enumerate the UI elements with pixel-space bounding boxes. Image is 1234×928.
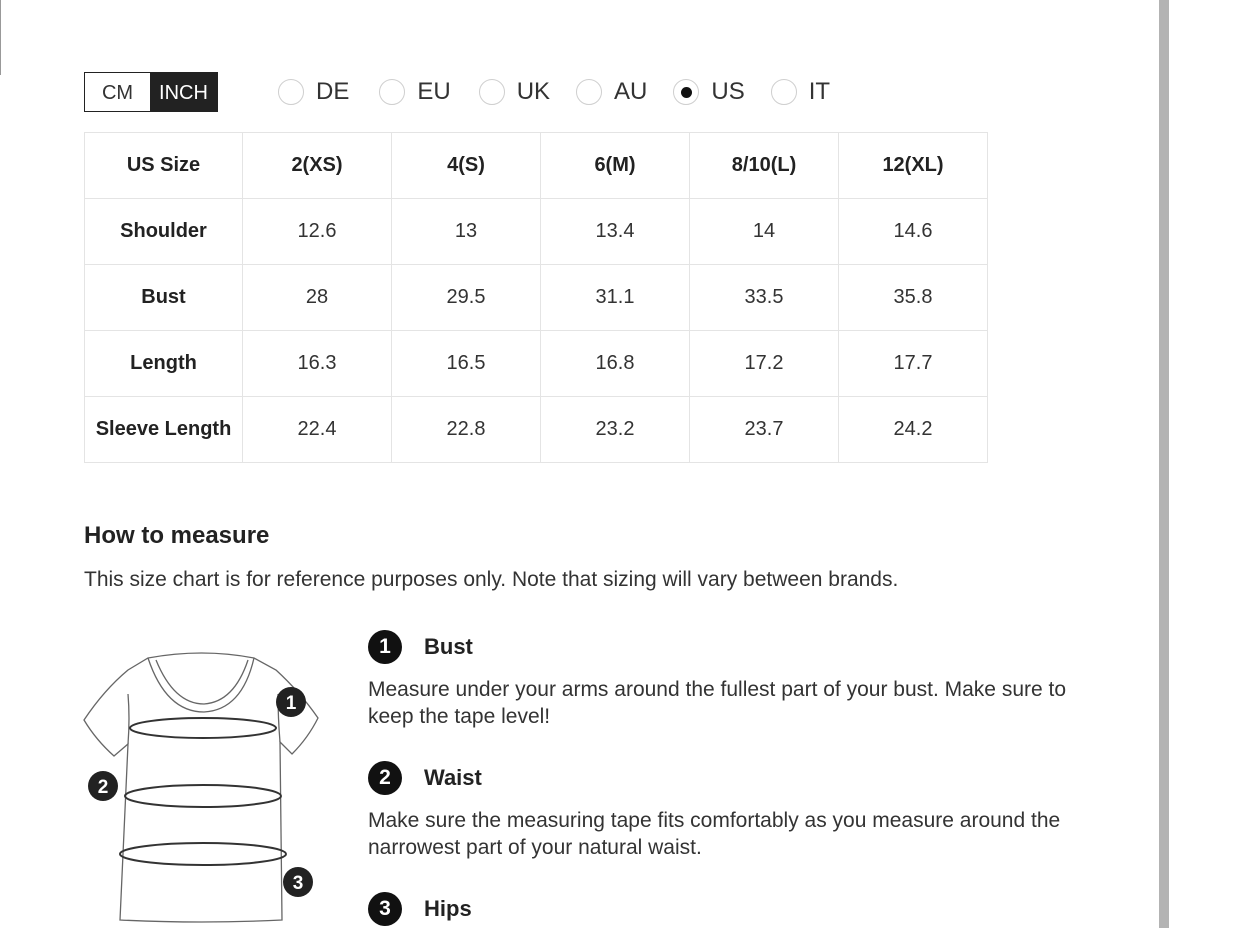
figure-marker-label: 2 bbox=[97, 777, 109, 798]
tshirt-measure-illustration bbox=[82, 648, 327, 928]
region-label: UK bbox=[516, 78, 551, 105]
region-label: AU bbox=[614, 78, 648, 105]
step-description: Measure under your arms around the fullest part of your bust. Make sure to keep the tape level! bbox=[368, 678, 1067, 728]
table-cell: 17.2 bbox=[690, 331, 839, 397]
region-option-au[interactable] bbox=[576, 78, 647, 106]
step-title: Bust bbox=[424, 634, 473, 659]
region-radio-group bbox=[278, 76, 830, 108]
region-label: IT bbox=[808, 78, 831, 105]
table-cell: 16.8 bbox=[541, 331, 690, 397]
region-option-uk[interactable] bbox=[479, 78, 550, 106]
table-header-cell: 4(S) bbox=[392, 133, 541, 199]
table-header-cell: 12(XL) bbox=[839, 133, 988, 199]
step-title: Hips bbox=[424, 896, 472, 921]
region-label: EU bbox=[417, 78, 451, 105]
radio-us[interactable] bbox=[673, 79, 699, 105]
step-description: Make sure the measuring tape fits comfortably as you measure around the narrowest part of your natural waist. bbox=[368, 809, 1061, 859]
table-cell: 13.4 bbox=[541, 199, 690, 265]
size-chart-table bbox=[84, 132, 988, 463]
radio-au[interactable] bbox=[576, 79, 602, 105]
region-label: US bbox=[711, 78, 745, 105]
table-cell: 13 bbox=[392, 199, 541, 265]
table-cell: 17.7 bbox=[839, 331, 988, 397]
step-title: Waist bbox=[424, 765, 482, 790]
radio-uk[interactable] bbox=[479, 79, 505, 105]
table-row bbox=[85, 397, 988, 463]
table-row bbox=[85, 199, 988, 265]
row-label: Sleeve Length bbox=[85, 397, 243, 463]
region-option-it[interactable] bbox=[771, 78, 830, 106]
region-option-de[interactable] bbox=[278, 78, 349, 106]
measure-step-hips bbox=[368, 892, 1088, 926]
figure-marker-label: 3 bbox=[292, 873, 304, 894]
table-cell: 23.7 bbox=[690, 397, 839, 463]
table-cell: 22.4 bbox=[243, 397, 392, 463]
step-number-badge: 2 bbox=[368, 761, 402, 795]
table-cell: 14 bbox=[690, 199, 839, 265]
row-label: Length bbox=[85, 331, 243, 397]
table-header-cell: 6(M) bbox=[541, 133, 690, 199]
figure-marker-label: 1 bbox=[285, 693, 297, 714]
table-cell: 24.2 bbox=[839, 397, 988, 463]
scrollbar[interactable] bbox=[1159, 0, 1169, 928]
unit-toggle bbox=[84, 72, 218, 112]
measure-step-bust bbox=[368, 630, 1088, 730]
table-cell: 14.6 bbox=[839, 199, 988, 265]
table-cell: 22.8 bbox=[392, 397, 541, 463]
table-cell: 16.5 bbox=[392, 331, 541, 397]
table-cell: 23.2 bbox=[541, 397, 690, 463]
table-row bbox=[85, 265, 988, 331]
table-header-row bbox=[85, 133, 988, 199]
table-cell: 16.3 bbox=[243, 331, 392, 397]
table-header-cell: US Size bbox=[85, 133, 243, 199]
row-label: Bust bbox=[85, 265, 243, 331]
table-cell: 28 bbox=[243, 265, 392, 331]
table-cell: 29.5 bbox=[392, 265, 541, 331]
region-option-eu[interactable] bbox=[379, 78, 450, 106]
radio-de[interactable] bbox=[278, 79, 304, 105]
region-option-us[interactable] bbox=[673, 78, 744, 106]
radio-eu[interactable] bbox=[379, 79, 405, 105]
table-cell: 35.8 bbox=[839, 265, 988, 331]
unit-cm-button[interactable]: CM bbox=[85, 73, 150, 111]
table-header-cell: 2(XS) bbox=[243, 133, 392, 199]
row-label: Shoulder bbox=[85, 199, 243, 265]
table-cell: 12.6 bbox=[243, 199, 392, 265]
step-number-badge: 3 bbox=[368, 892, 402, 926]
region-label: DE bbox=[316, 78, 350, 105]
radio-it[interactable] bbox=[771, 79, 797, 105]
left-edge-line bbox=[0, 0, 1, 75]
how-to-measure-title: How to measure bbox=[84, 522, 270, 549]
unit-inch-button[interactable]: INCH bbox=[150, 73, 217, 111]
table-header-cell: 8/10(L) bbox=[690, 133, 839, 199]
size-chart-note: This size chart is for reference purposes only. Note that sizing will vary between brands. bbox=[84, 568, 899, 591]
step-number-badge: 1 bbox=[368, 630, 402, 664]
measure-step-waist bbox=[368, 761, 1088, 861]
table-row bbox=[85, 331, 988, 397]
table-cell: 31.1 bbox=[541, 265, 690, 331]
table-cell: 33.5 bbox=[690, 265, 839, 331]
